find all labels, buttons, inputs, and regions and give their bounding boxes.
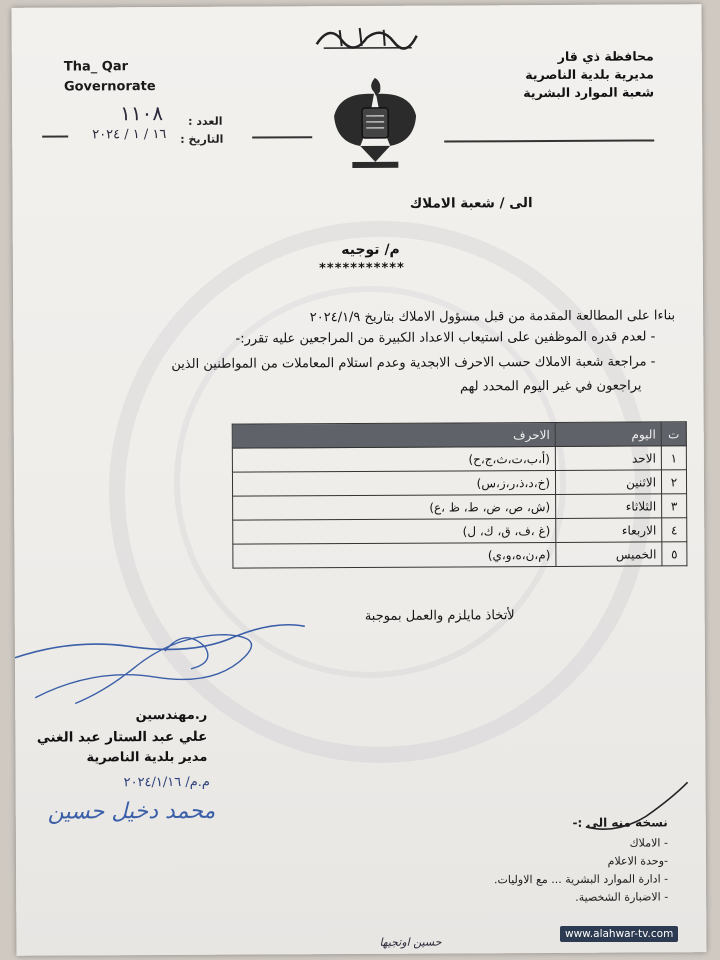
point-2	[171, 354, 655, 372]
header-rule-right	[444, 139, 654, 142]
row-letters: (أ،ب،ت،ث،ج،ح)	[232, 446, 555, 472]
row-day: الثلاثاء	[556, 494, 662, 519]
header-rule-left	[42, 136, 68, 138]
pen-check-mark-icon	[576, 776, 696, 837]
official-letter-paper	[12, 4, 707, 956]
row-day: الخميس	[556, 542, 662, 567]
pen-signature-flourish-icon	[15, 606, 316, 718]
table-row	[232, 446, 686, 472]
site-watermark: www.alahwar-tv.com	[560, 926, 678, 942]
date-value: ١٦ / ١ / ٢٠٢٤	[92, 127, 167, 143]
bullet-dash: -	[646, 354, 656, 370]
governorate-name-en-line2: Governorate	[63, 79, 156, 95]
signer-name: علي عبد الستار عبد الغني	[36, 728, 208, 746]
point-2-continuation: يراجعون في غير اليوم المحدد لهم	[459, 378, 642, 395]
iraq-eagle-emblem-icon	[330, 72, 421, 172]
row-letters: (خ،د،ذ،ر،ز،س)	[232, 470, 555, 496]
subject-line: م/ توجيه	[341, 241, 400, 259]
bismillah-calligraphy-icon	[312, 18, 422, 57]
copy-item-1: - الاملاك	[629, 836, 668, 850]
row-letters: (ش، ص، ض، ط، ظ ،ع)	[233, 494, 556, 520]
header-directorate: مديرية بلدية الناصرية	[525, 66, 654, 83]
bullet-dash: -	[646, 329, 656, 345]
row-num: ٥	[662, 542, 687, 566]
col-header-num: ت	[661, 422, 686, 446]
row-num: ١	[661, 446, 686, 470]
footer-handwritten-note: حسين اوتجيها	[379, 935, 442, 949]
table-row	[232, 470, 686, 496]
copies-title: نسخة منه الى :-	[572, 815, 668, 830]
number-value: ١١٠٨	[120, 101, 164, 126]
row-day: الاربعاء	[556, 518, 662, 543]
date-label: التاريخ :	[180, 132, 224, 146]
handwritten-name: محمد دخيل حسين	[47, 798, 216, 825]
table-row	[233, 494, 687, 520]
recipient-line: الى / شعبة الاملاك	[409, 195, 533, 212]
copy-item-2: -وحدة الاعلام	[607, 854, 669, 868]
days-letters-table	[232, 421, 688, 568]
handwritten-date: م.م/ ٢٠٢٤/١/١٦	[123, 774, 211, 791]
governorate-name-en-line1: Tha_ Qar	[63, 59, 129, 75]
header-governorate: محافظة ذي قار	[557, 48, 654, 64]
copy-item-3: - ادارة الموارد البشرية ... مع الاوليات.	[493, 872, 669, 887]
col-header-day: اليوم	[555, 422, 661, 447]
row-day: الاثنين	[555, 470, 661, 495]
table-header-row	[232, 422, 686, 448]
col-header-letters: الاحرف	[232, 422, 555, 448]
row-letters: (غ ،ف، ق، ك، ل)	[233, 518, 556, 544]
row-day: الاحد	[555, 446, 661, 471]
row-letters: (م،ن،ه،و،ي)	[233, 542, 556, 568]
signer-title: ر.مهندسين	[135, 707, 208, 724]
intro-paragraph: بناءا على المطالعة المقدمة من قبل مسؤول الاملاك بتاريخ ٢٠٢٤/١/٩	[309, 308, 676, 326]
row-num: ٣	[662, 494, 687, 518]
point-1-text: لعدم قدره الموظفين على استيعاب الاعداد الكبيرة من المراجعين عليه تقرر:-	[235, 329, 647, 347]
point-1	[235, 329, 655, 346]
subject-stars: ***********	[319, 260, 405, 277]
table-row	[233, 542, 687, 568]
header-rule-mid	[252, 136, 312, 138]
copy-item-4: - الاضبارة الشخصية.	[575, 890, 669, 904]
header-section: شعبة الموارد البشرية	[523, 84, 655, 101]
number-label: العدد :	[188, 114, 223, 128]
row-num: ٢	[661, 470, 686, 494]
table-row	[233, 518, 687, 544]
row-num: ٤	[662, 518, 687, 542]
point-2-text: مراجعة شعبة الاملاك حسب الاحرف الابجدية وعدم استلام المعاملات من المواطنين الذين	[171, 354, 647, 372]
signer-position: مدير بلدية الناصرية	[86, 749, 208, 766]
closing-line: لأتخاذ مايلزم والعمل بموجبة	[364, 608, 515, 624]
